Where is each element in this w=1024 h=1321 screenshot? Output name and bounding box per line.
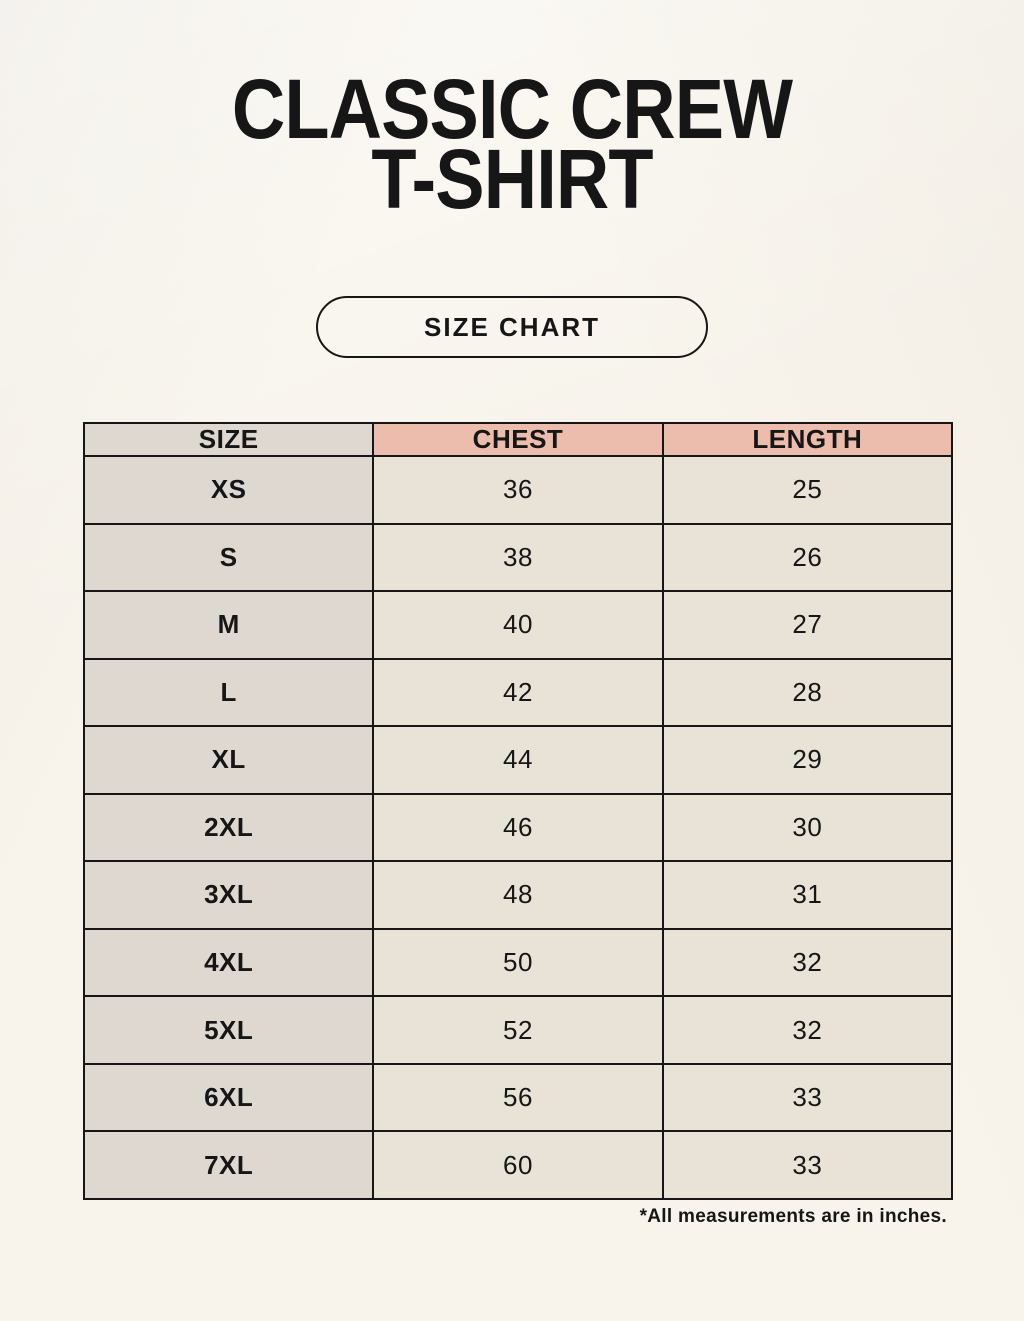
chest-cell: 56 [373,1064,662,1132]
length-cell: 33 [663,1064,952,1132]
chest-cell: 44 [373,726,662,794]
chest-cell: 52 [373,996,662,1064]
chest-cell: 60 [373,1131,662,1199]
chest-cell: 40 [373,591,662,659]
size-table [83,422,953,1200]
size-table-body [84,456,952,1199]
size-cell: L [84,659,373,727]
table-row [84,861,952,929]
size-cell: XL [84,726,373,794]
column-header-chest: CHEST [373,423,662,456]
length-cell: 32 [663,996,952,1064]
table-row [84,794,952,862]
chest-cell: 36 [373,456,662,524]
size-cell: M [84,591,373,659]
table-row [84,524,952,592]
table-row [84,726,952,794]
table-row [84,659,952,727]
chest-cell: 50 [373,929,662,997]
size-cell: 5XL [84,996,373,1064]
page-title-line-2: T-SHIRT [371,132,653,226]
size-cell: 6XL [84,1064,373,1132]
chest-cell: 42 [373,659,662,727]
length-cell: 27 [663,591,952,659]
length-cell: 32 [663,929,952,997]
table-row [84,591,952,659]
size-chart-button-label: SIZE CHART [424,311,600,342]
column-header-size: SIZE [84,423,373,456]
length-cell: 28 [663,659,952,727]
size-cell: 2XL [84,794,373,862]
table-row [84,929,952,997]
table-row [84,1064,952,1132]
page-title [61,62,962,226]
size-table-header [84,423,952,456]
chest-cell: 48 [373,861,662,929]
length-cell: 29 [663,726,952,794]
size-table-header-row [84,423,952,456]
length-cell: 33 [663,1131,952,1199]
table-row [84,456,952,524]
chest-cell: 38 [373,524,662,592]
column-header-length: LENGTH [663,423,952,456]
size-cell: XS [84,456,373,524]
size-cell: S [84,524,373,592]
table-row [84,996,952,1064]
length-cell: 25 [663,456,952,524]
size-cell: 3XL [84,861,373,929]
size-cell: 7XL [84,1131,373,1199]
chest-cell: 46 [373,794,662,862]
length-cell: 30 [663,794,952,862]
size-chart-button[interactable] [316,296,708,358]
table-row [84,1131,952,1199]
length-cell: 26 [663,524,952,592]
length-cell: 31 [663,861,952,929]
size-cell: 4XL [84,929,373,997]
page-title-line-1: CLASSIC CREW [231,62,793,156]
measurements-footnote: *All measurements are in inches. [639,1206,947,1227]
